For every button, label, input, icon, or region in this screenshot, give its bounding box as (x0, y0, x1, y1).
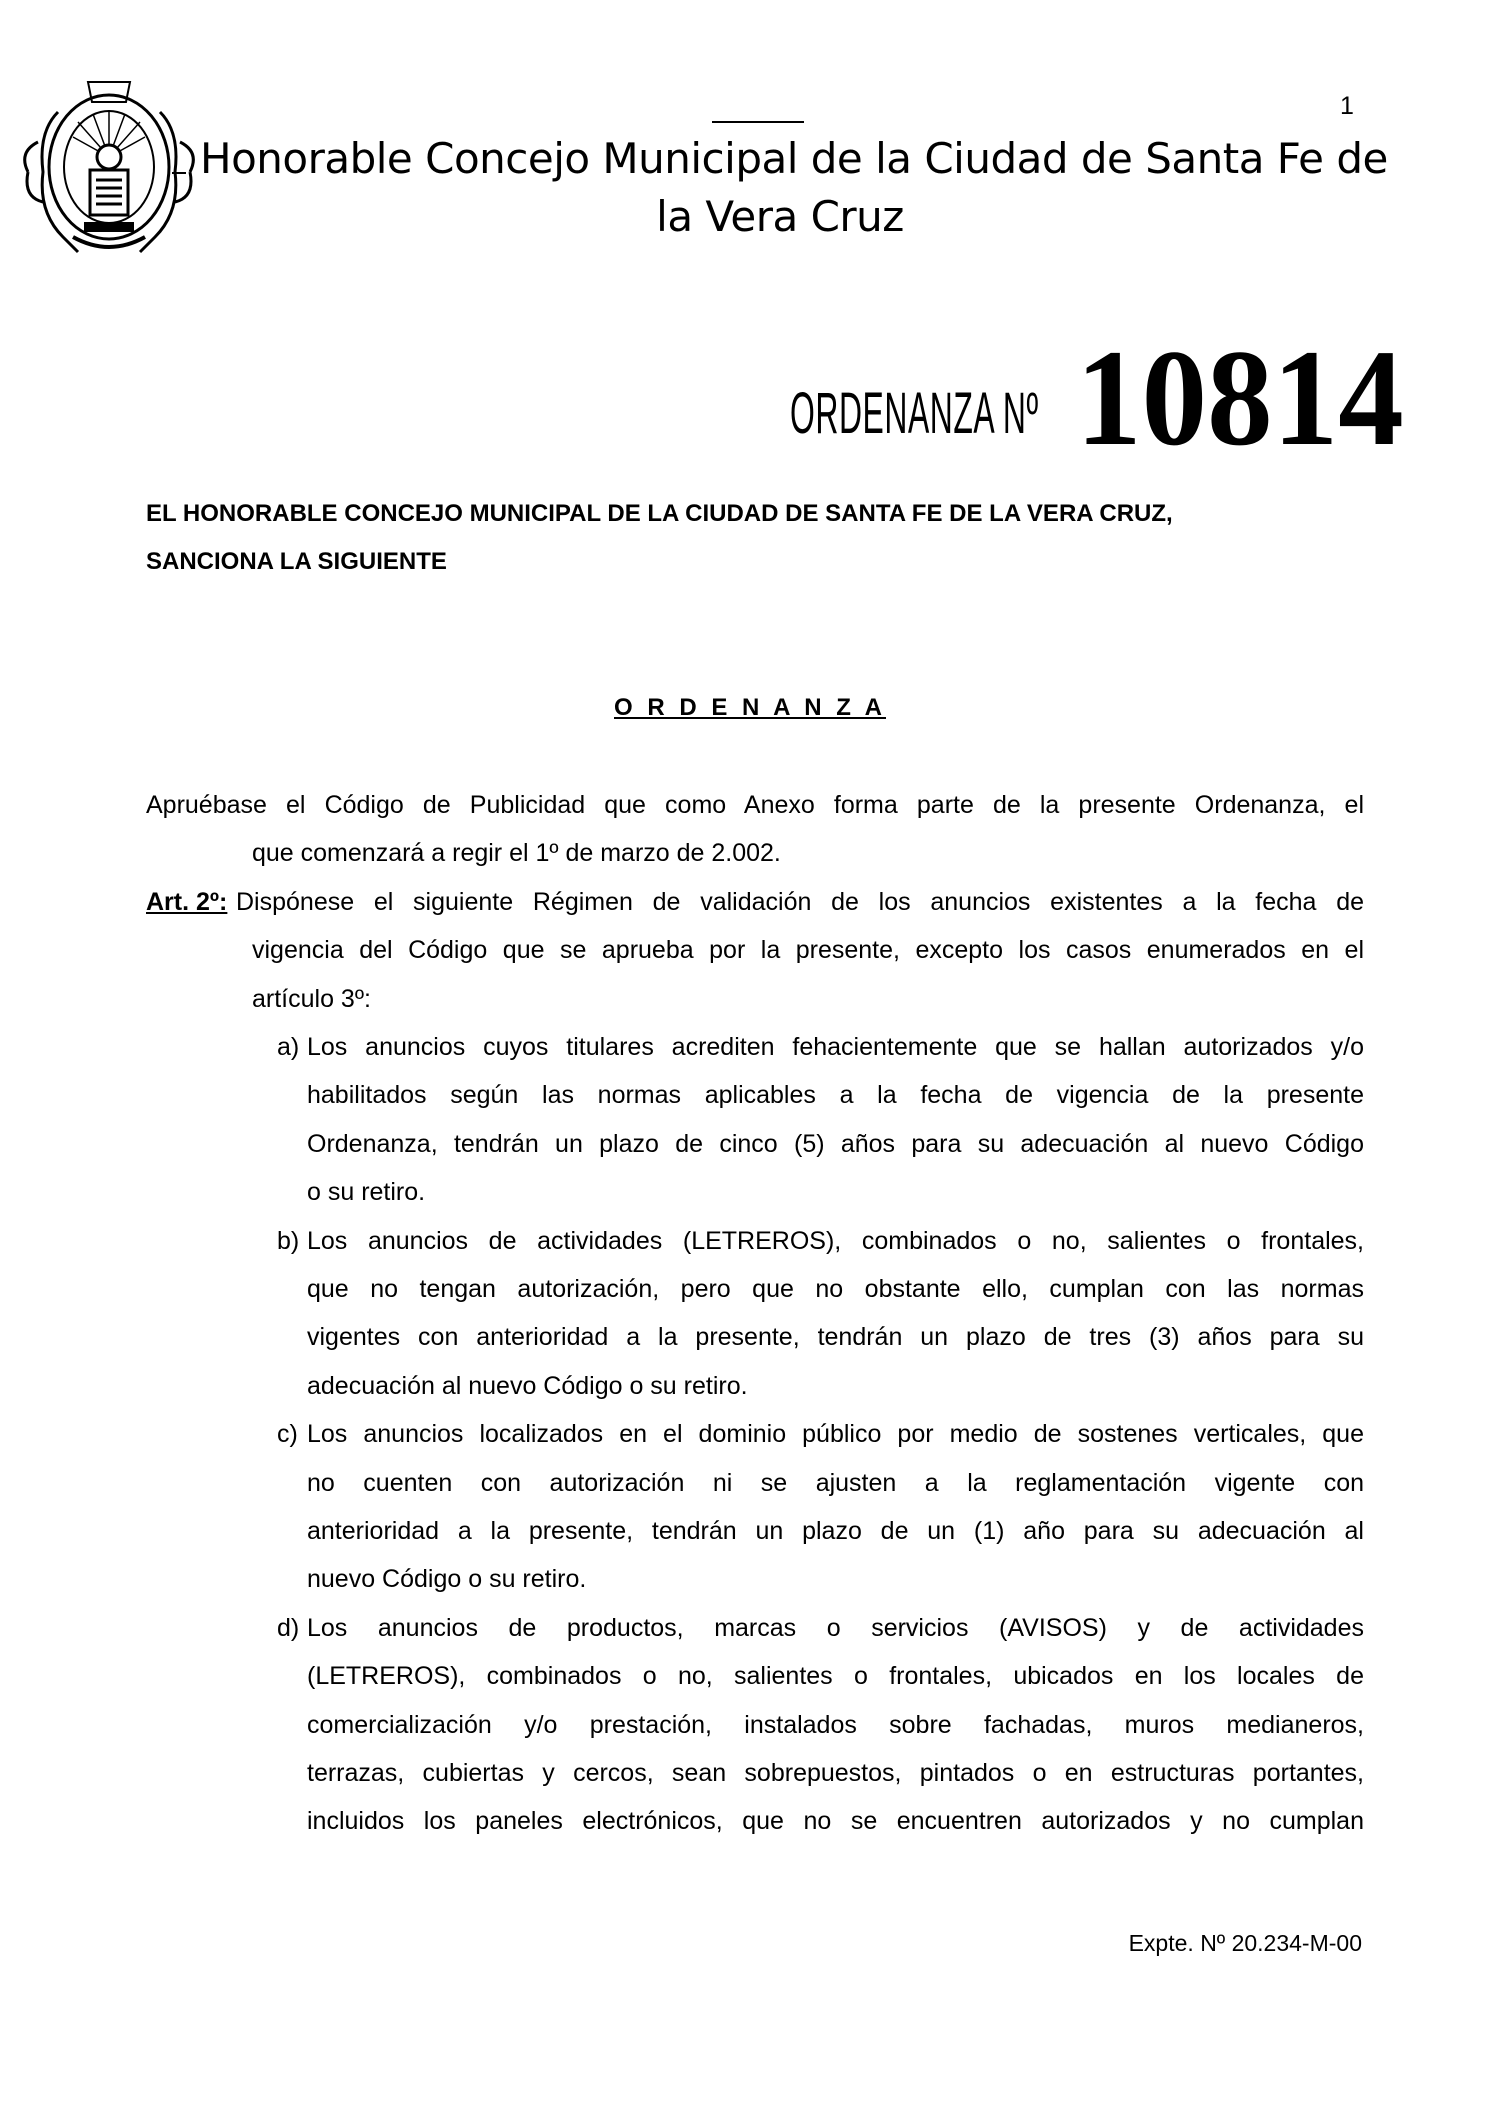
list-item-line: Ordenanza, tendrán un plazo de cinco (5) años para su adecuación al nuevo Código (307, 1129, 1364, 1158)
list-item-line: Los anuncios localizados en el dominio público por medio de sostenes verticales, que (307, 1420, 1364, 1449)
list-item-line: nuevo Código o su retiro. (307, 1565, 587, 1594)
list-item-line: vigentes con anterioridad a la presente, tendrán un plazo de tres (3) años para su (307, 1323, 1364, 1352)
municipal-seal-logo (18, 72, 200, 257)
footer-expediente: Expte. Nº 20.234-M-00 (1128, 1930, 1362, 1956)
list-item-line: anterioridad a la presente, tendrán un plazo de un (1) año para su adecuación al (307, 1517, 1364, 1545)
article-1-line: Apruébase el Código de Publicidad que como Anexo forma parte de la presente Ordenanza, el (146, 791, 1364, 819)
list-item-letter: a) (277, 1033, 300, 1061)
header-title-line2: la Vera Cruz (656, 192, 904, 241)
article-2-label: Art. 2º: (146, 887, 228, 916)
list-item-line: incluidos los paneles electrónicos, que no se encuentren autorizados y no cumplan (307, 1807, 1364, 1836)
list-item-letter: d) (277, 1613, 300, 1642)
article-1-line: que comenzará a regir el 1º de marzo de 2.002. (252, 839, 781, 868)
article-2-line: vigencia del Código que se aprueba por la presente, excepto los casos enumerados en el (252, 936, 1364, 965)
list-item-line: o su retiro. (307, 1178, 426, 1207)
list-item-line: Los anuncios de actividades (LETREROS), combinados o no, salientes o frontales, (307, 1226, 1364, 1255)
list-item-line: que no tengan autorización, pero que no obstante ello, cumplan con las normas (307, 1275, 1364, 1303)
ordinance-number: 10814 (1076, 321, 1404, 474)
ordinance-label: ORDENANZA Nº (790, 381, 1039, 446)
section-title: O R D E N A N Z A (614, 694, 886, 721)
list-item-letter: b) (277, 1226, 300, 1255)
list-item-letter: c) (277, 1420, 298, 1449)
header-title-line1: Honorable Concejo Municipal de la Ciudad de Santa Fe de (200, 134, 1388, 183)
list-item-line: habilitados según las normas aplicables a la fecha de vigencia de la presente (307, 1081, 1364, 1110)
list-item-line: comercialización y/o prestación, instalados sobre fachadas, muros medianeros, (307, 1710, 1364, 1739)
article-2-line: Dispónese el siguiente Régimen de validación de los anuncios existentes a la fecha de (236, 887, 1364, 916)
list-item-line: Los anuncios de productos, marcas o servicios (AVISOS) y de actividades (307, 1613, 1364, 1642)
header-rule (712, 121, 804, 123)
list-item-line: no cuenten con autorización ni se ajusten a la reglamentación vigente con (307, 1468, 1364, 1497)
list-item-line: terrazas, cubiertas y cercos, sean sobrepuestos, pintados o en estructuras portantes, (307, 1759, 1364, 1787)
list-item-line: Los anuncios cuyos titulares acrediten fehacientemente que se hallan autorizados y/o (307, 1033, 1364, 1061)
page-number: 1 (1340, 92, 1354, 120)
list-item-line: adecuación al nuevo Código o su retiro. (307, 1371, 748, 1400)
article-2-line: artículo 3º: (252, 984, 371, 1013)
sanction-line2: SANCIONA LA SIGUIENTE (146, 548, 447, 575)
header-tick (172, 172, 186, 174)
list-item-line: (LETREROS), combinados o no, salientes o frontales, ubicados en los locales de (307, 1662, 1364, 1691)
sanction-line1: EL HONORABLE CONCEJO MUNICIPAL DE LA CIUDAD DE SANTA FE DE LA VERA CRUZ, (146, 500, 1173, 527)
